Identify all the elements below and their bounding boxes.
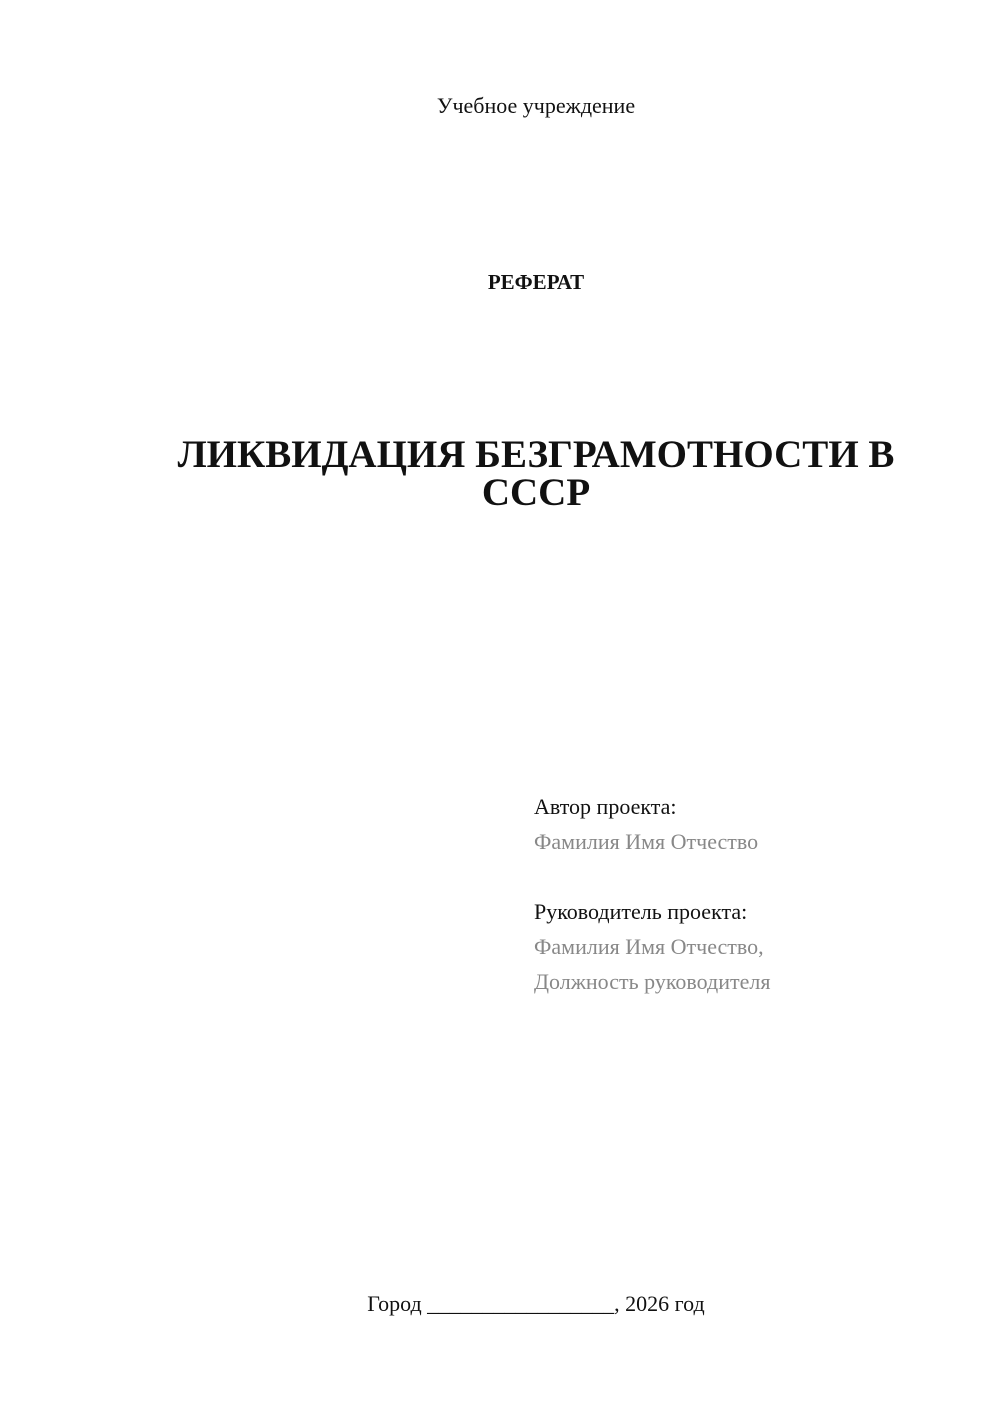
document-title-line-1: ЛИКВИДАЦИЯ БЕЗГРАМОТНОСТИ В [177,433,895,476]
info-spacer [534,859,974,894]
document-type: РЕФЕРАТ [487,270,585,294]
supervisor-label: Руководитель проекта: [534,899,748,924]
institution-name: Учебное учреждение [436,93,636,118]
supervisor-position: Должность руководителя [534,969,771,994]
author-label: Автор проекта: [534,794,677,819]
project-info [534,789,974,999]
supervisor-name: Фамилия Имя Отчество, [534,934,764,959]
city-year-line: Город _________________, 2026 год [367,1291,705,1316]
document-title [150,433,922,514]
document-title-line-2: СССР [481,471,591,514]
author-name: Фамилия Имя Отчество [534,829,759,854]
